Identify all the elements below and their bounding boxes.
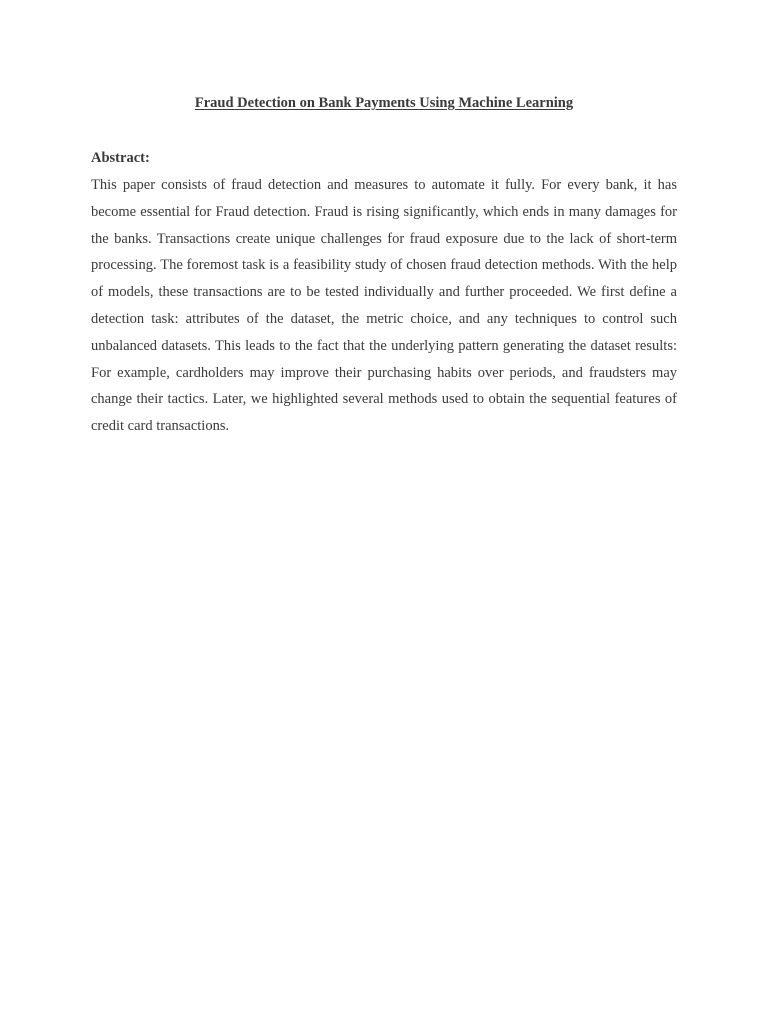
abstract-paragraph: This paper consists of fraud detection and measures to automate it fully. For every bank, it has become essential for Fraud detection. Fraud is rising significantly, which ends in many damages for the banks. Transactions create unique challenges for fraud exposure due to the lack of short-term processing. The foremost task is a feasibility study of chosen fraud detection methods. With the help of models, these transactions are to be tested individually and further proceeded. We first define a detection task: attributes of the dataset, the metric choice, and any techniques to control such unbalanced datasets. This leads to the fact that the underlying pattern generating the dataset results: For example, cardholders may improve their purchasing habits over periods, and fraudsters may change their tactics. Later, we highlighted several methods used to obtain the sequential features of credit card transactions. — [91, 177, 677, 435]
abstract-heading: Abstract: — [91, 150, 150, 166]
paper-title: Fraud Detection on Bank Payments Using Machine Learning — [194, 95, 574, 111]
